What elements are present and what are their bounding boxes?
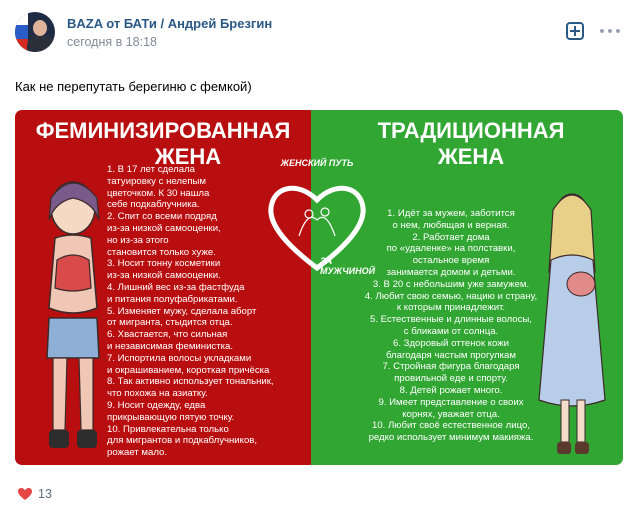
avatar-suit <box>27 36 55 52</box>
avatar-face <box>33 20 47 36</box>
right-list: 1. Идёт за мужем, заботится о нем, любящая и верная. 2. Работает дома по «удаленке» на полставки, остальное время занимается домом и детьми. 3. В 20 с небольшим уже замужем. 4. Любит свою семью, нацию и страну, к которым принадлежит. 5. Естественные и длинные волосы, с бликами от солнца. 6. Здоровый оттенок кожи благодаря частым прогулкам 7. Стройная фигура благодаря провильной еде и спорту. 8. Детей рожает много. 9. Имеет представление о своих корнях, уважает отца. 10. Любит своё естественное лицо, редко использует минимум макияжа. <box>364 208 538 444</box>
more-icon[interactable] <box>600 29 620 35</box>
right-title-line1: ТРАДИЦИОННАЯ <box>377 118 565 143</box>
avatar[interactable] <box>15 12 55 52</box>
left-title-line2: ЖЕНА <box>154 144 222 169</box>
logo-caption-top: ЖЕНСКИЙ ПУТЬ <box>280 158 354 168</box>
post-image[interactable] <box>15 110 623 465</box>
left-list: 1. В 17 лет сделала татуировку с нелепым цветочком. К 30 нашла себе подкаблучника. 2. Спит со всеми подряд из-за низкой самооценки, но из-за этого становится только хуже. 3. Носит тонну косметики из-за низкой самооценки. 4. Лишний вес из-за фастфуда и питания полуфабрикатами. 5. Изменяет мужу, сделала аборт от мигранта, стыдится отца. 6. Хвастается, что сильная и независимая феминистка. 7. Испортила волосы укладками и окрашиванием, короткая причёска 8. Так активно использует тональник, что похожа на азиатку. 9. Носит одежду, едва прикрывающую пятую точку. 10. Привлекательна только для мигрантов и подкаблучников, рожает мало. <box>107 164 274 459</box>
post-footer <box>15 485 215 503</box>
left-title-line1: ФЕМИНИЗИРОВАННАЯ <box>35 118 291 143</box>
post-text: Как не перепутать берегиню с фемкой) <box>15 79 252 94</box>
author-name[interactable]: BAZA от БАТи / Андрей Брезгин <box>67 16 273 31</box>
post-header <box>0 0 633 64</box>
likes-count[interactable]: 13 <box>38 487 52 501</box>
post-time[interactable]: сегодня в 18:18 <box>67 35 157 49</box>
traditional-woman-illustration <box>535 180 609 460</box>
logo-caption-bottom: ЗА МУЖЧИНОЙ <box>320 256 376 276</box>
right-title-line2: ЖЕНА <box>437 144 505 169</box>
add-icon[interactable] <box>566 22 584 40</box>
feminized-woman-illustration <box>27 168 119 458</box>
heart-icon[interactable] <box>17 487 33 501</box>
